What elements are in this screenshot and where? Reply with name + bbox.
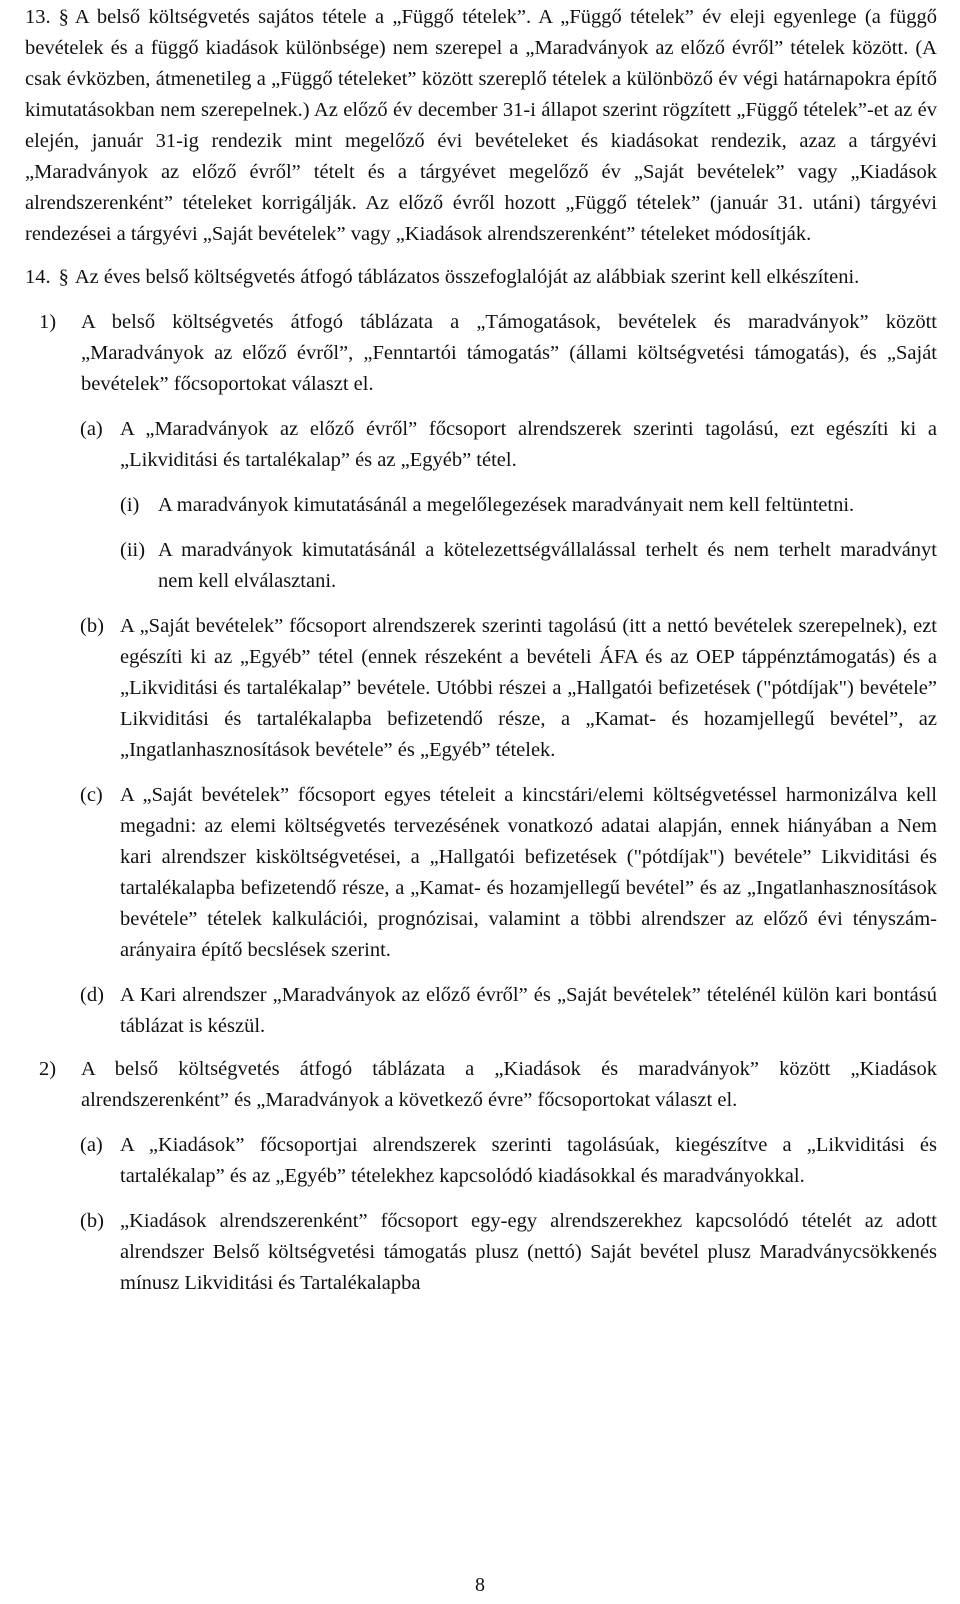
list-marker: (i)	[120, 494, 140, 516]
list-marker: 1)	[39, 311, 57, 333]
list-marker: 2)	[39, 1058, 57, 1080]
list-item-text: A maradványok kimutatásánál a megelőlegezések maradványait nem kell feltüntetni.	[158, 494, 855, 516]
list-item-text: „Kiadások alrendszerenként” főcsoport egy-egy alrendszerekhez kapcsolódó tételét az adott alrendszer Belső költségvetési támogatás plusz (nettó) Saját bevétel plusz Maradványcsökkenés mínusz Likviditási és Tartalékalapba	[120, 1210, 937, 1294]
list-item-text: A Kari alrendszer „Maradványok az előző évről” és „Saját bevételek” tételénél külön kari bontású táblázat is készül.	[120, 984, 937, 1037]
page-number: 8	[475, 1574, 485, 1596]
list-item-text: A „Saját bevételek” főcsoport egyes tételeit a kincstári/elemi költségvetéssel harmonizálva kell megadni: az elemi költségvetés tervezésének vonatkozó adatai alapján, ennek hiányában a Nem kari alrendszer kisköltségvetései, a „Hallgatói befizetések ("pótdíjak") bevétele” Likviditási és tartalékalapba befizetendő része, a „Kamat- és hozamjellegű bevétel” és az „Ingatlanhasznosítások bevétele” tételek kalkulációi, prognózisai, valamint a többi alrendszer az előző évi tényszám-arányaira építő becslések szerint.	[120, 784, 937, 961]
section-14-paragraph	[25, 262, 937, 293]
list-item-text: A „Kiadások” főcsoportjai alrendszerek szerinti tagolásúak, kiegészítve a „Likviditási és tartalékalap” és az „Egyéb” tételekhez kapcsolódó kiadásokkal és maradványokkal.	[120, 1134, 937, 1187]
list-item-text: A „Maradványok az előző évről” főcsoport alrendszerek szerinti tagolású, ezt egészíti ki a „Likviditási és tartalékalap” és az „Egyéb” tétel.	[120, 418, 937, 471]
section-13-text: A belső költségvetés sajátos tétele a „Függő tételek”. A „Függő tételek” év eleji egyenlege (a függő bevételek és a függő kiadások különbsége) nem szerepel a „Maradványok az előző évről” tételek között. (A csak évközben, átmenetileg a „Függő tételeket” között szereplő tételek a különböző év végi határnapokra építő kimutatásokban nem szerepelnek.) Az előző év december 31-i állapot szerint rögzített „Függő tételek”-et az év elején, január 31-ig rendezik mint megelőző évi bevételeket és kiadásokat rendezik, azaz a tárgyévi „Maradványok az előző évről” tételt és a tárgyévet megelőző év „Saját bevételek” vagy „Kiadások alrendszerenként” tételeket korrigálják. Az előző évről hozott „Függő tételek” (január 31. utáni) tárgyévi rendezései a tárgyévi „Saját bevételek” vagy „Kiadások alrendszerenként” tételeket módosítják.	[25, 6, 937, 245]
list-marker: (d)	[80, 984, 104, 1006]
section-14-number: 14.	[25, 266, 51, 288]
section-13-number: 13.	[25, 6, 51, 28]
list-marker: (b)	[80, 615, 104, 637]
list-item-1a-i	[120, 490, 937, 521]
list-item-1a-ii	[120, 535, 937, 597]
list-item-1d	[80, 980, 937, 1042]
list-item-1b	[80, 611, 937, 766]
list-item-2b	[80, 1206, 937, 1299]
list-item-text: A belső költségvetés átfogó táblázata a „Kiadások és maradványok” között „Kiadások alrendszerenként” és „Maradványok a következő évre” főcsoportokat választ el.	[81, 1058, 937, 1111]
document-body	[25, 2, 937, 1299]
list-item-1a	[80, 414, 937, 476]
section-14-symbol: §	[58, 266, 69, 288]
list-item-2a	[80, 1130, 937, 1192]
list-item-text: A maradványok kimutatásánál a kötelezettségvállalással terhelt és nem terhelt maradványt nem kell elválasztani.	[158, 539, 937, 592]
section-13-symbol: §	[58, 6, 69, 28]
section-14-text: Az éves belső költségvetés átfogó táblázatos összefoglalóját az alábbiak szerint kell elkészíteni.	[74, 266, 860, 288]
list-marker: (b)	[80, 1210, 104, 1232]
list-item-1	[39, 307, 937, 400]
list-marker: (ii)	[120, 539, 146, 561]
section-13-paragraph	[25, 2, 937, 250]
list-marker: (a)	[80, 1134, 103, 1156]
list-item-1c	[80, 780, 937, 966]
list-item-2	[39, 1054, 937, 1116]
list-marker: (a)	[80, 418, 103, 440]
list-item-text: A „Saját bevételek” főcsoport alrendszerek szerinti tagolású (itt a nettó bevételek szerepelnek), ezt egészíti ki az „Egyéb” tétel (ennek részeként a bevételi ÁFA és az OEP táppénztámogatás) és a „Likviditási és tartalékalap” bevétele. Utóbbi részei a „Hallgatói befizetések ("pótdíjak") bevétele” Likviditási és tartalékalapba befizetendő része, a „Kamat- és hozamjellegű bevétel”, az „Ingatlanhasznosítások bevétele” és „Egyéb” tételek.	[120, 615, 937, 761]
list-marker: (c)	[80, 784, 103, 806]
list-item-text: A belső költségvetés átfogó táblázata a „Támogatások, bevételek és maradványok” között „Maradványok az előző évről”, „Fenntartói támogatás” (állami költségvetési támogatás), és „Saját bevételek” főcsoportokat választ el.	[81, 311, 937, 395]
